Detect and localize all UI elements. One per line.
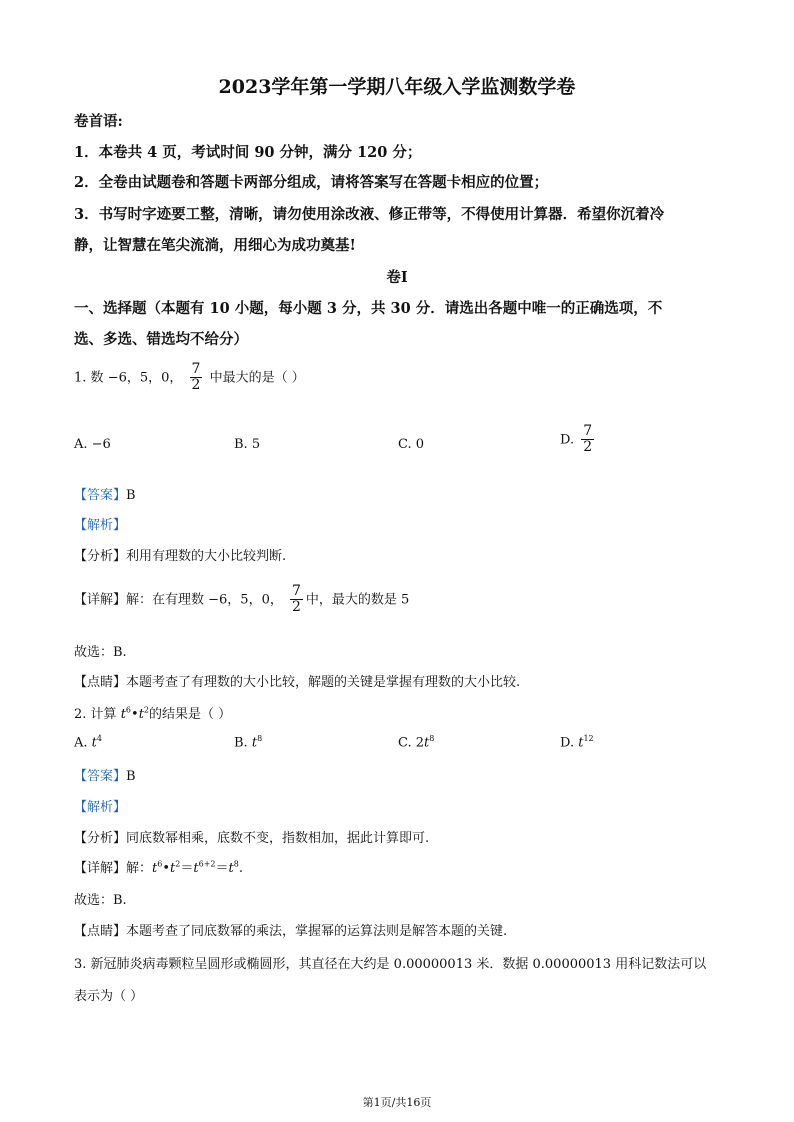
preface-line-4: 静，让智慧在笔尖流淌，用细心为成功奠基! — [74, 237, 356, 254]
q1-guxuan: 故选：B. — [74, 645, 127, 660]
preface-line-1: 1．本卷共 4 页，考试时间 90 分钟，满分 120 分； — [74, 144, 422, 161]
q2-xiangjie: 【详解】解：$t^6•t^2=t^{6+2}=t^8$. — [74, 859, 243, 876]
q2-xj-eq-1: ＝ — [180, 861, 194, 876]
q2-base-1: t — [120, 707, 126, 722]
q2-answer-value: B — [126, 769, 136, 784]
q2-exp-1: 6 — [125, 705, 132, 715]
preface-heading: 卷首语: — [74, 113, 123, 130]
q2-option-b-base: t — [251, 735, 258, 751]
page-footer: 第1页/共16页 — [362, 1096, 432, 1109]
q2-xj-dot: • — [162, 861, 171, 876]
question-3-line-1: 3. 新冠肺炎病毒颗粒呈圆形或椭圆形，其直径在大约是 0.00000013 米．数据 0.00000013 用科记数法可以 — [74, 957, 707, 972]
q1-fenxi-text: 利用有理数的大小比较判断. — [126, 549, 287, 564]
q2-option-c — [398, 734, 434, 750]
q1-answer-tag: 【答案】 — [74, 488, 127, 503]
q1-xiangjie-den: 2 — [292, 599, 301, 616]
q2-dianjing — [74, 920, 507, 939]
q2-prefix: 2. 计算 — [74, 707, 117, 722]
q2-xj-base-1: t — [152, 861, 158, 876]
q1-dianjing-text: 本题考查了有理数的大小比较，解题的关键是掌握有理数的大小比较. — [126, 675, 521, 690]
q2-xiangjie-pre: 解： — [126, 861, 153, 876]
section-heading-line-2: 选、多选、错选均不给分） — [74, 331, 248, 348]
q2-option-d-label: D. — [560, 735, 575, 751]
q2-option-a-label: A. — [74, 735, 88, 751]
q1-answer — [74, 484, 136, 503]
q2-fenxi-tag: 【分析】 — [74, 831, 127, 846]
q2-fenxi — [74, 827, 429, 846]
q1-numbers: −6，5，0， — [107, 370, 183, 386]
q2-option-a-base: t — [91, 735, 97, 751]
q2-base-2: t — [138, 707, 144, 722]
q2-option-b — [234, 734, 262, 750]
preface-line-2: 2．全卷由试题卷和答题卡两部分组成，请将答案写在答题卡相应的位置； — [74, 174, 549, 191]
volume-label: 卷Ⅰ — [386, 269, 408, 286]
q2-xj-eq-2: ＝ — [215, 861, 229, 876]
q2-answer — [74, 765, 136, 784]
q2-option-a — [74, 734, 102, 750]
q2-option-d-base: t — [578, 735, 584, 751]
q1-suffix: 中最大的是（ ） — [209, 370, 305, 386]
q1-analysis-tag: 【解析】 — [74, 518, 127, 533]
question-2 — [74, 703, 231, 722]
q1-xiangjie-tag: 【详解】 — [74, 592, 127, 608]
q2-xj-base-4: t — [228, 861, 234, 876]
q2-option-d — [560, 734, 594, 750]
q2-xj-exp-2: 2 — [175, 859, 181, 869]
q1-xiangjie-pre: 解：在有理数 −6，5，0， — [126, 592, 283, 608]
q2-xiangjie-tag: 【详解】 — [74, 861, 127, 876]
q1-xiangjie-num: 7 — [292, 583, 301, 599]
q1-prefix: 1. 数 — [74, 370, 104, 386]
q2-exp-2: 2 — [143, 705, 150, 715]
q2-xj-base-2: t — [170, 861, 176, 876]
q1-option-d-num: 7 — [583, 423, 593, 439]
page-title: 2023学年第一学期八年级入学监测数学卷 — [218, 76, 576, 98]
q2-suffix: 的结果是（ ） — [149, 707, 232, 722]
q1-option-d-den: 2 — [583, 439, 593, 456]
q1-frac-num: 7 — [191, 361, 201, 377]
q1-fraction — [190, 362, 203, 394]
q1-option-b: B. 5 — [234, 437, 261, 452]
q2-xj-base-3: t — [193, 861, 199, 876]
q2-xj-exp-4: 8 — [233, 859, 239, 869]
q2-option-d-exp: 12 — [583, 734, 594, 743]
q2-option-a-exp: 4 — [96, 734, 102, 743]
q1-fenxi-tag: 【分析】 — [74, 549, 127, 564]
section-heading-line-1: 一、选择题（本题有 10 小题，每小题 3 分，共 30 分．请选出各题中唯一的正确选项，不 — [74, 300, 663, 317]
q2-dot: • — [131, 707, 139, 722]
q2-option-b-label: B. — [234, 735, 248, 751]
q1-dianjing — [74, 671, 520, 690]
question-3-line-2: 表示为（ ） — [74, 989, 144, 1004]
q2-option-c-label: C. 2 — [398, 735, 425, 751]
q1-frac-den: 2 — [191, 377, 201, 394]
q1-xiangjie-post: 中，最大的数是 5 — [305, 592, 410, 608]
q1-option-d-fraction — [581, 424, 594, 456]
q1-option-a: A. −6 — [74, 437, 111, 452]
q2-analysis-tag: 【解析】 — [74, 800, 127, 815]
q2-answer-tag: 【答案】 — [74, 769, 127, 784]
q2-xj-exp-1: 6 — [157, 859, 163, 869]
q2-guxuan: 故选：B. — [74, 893, 127, 908]
question-1 — [74, 362, 305, 394]
preface-line-3: 3．书写时字迹要工整，清晰，请勿使用涂改液、修正带等，不得使用计算器．希望你沉着冷 — [74, 206, 665, 223]
q1-xiangjie-fraction — [290, 584, 303, 616]
q2-option-c-exp: 8 — [429, 734, 435, 743]
q1-option-c: C. 0 — [398, 437, 425, 452]
q2-option-b-exp: 8 — [257, 734, 263, 743]
q1-fenxi — [74, 545, 286, 564]
q1-answer-value: B — [126, 488, 136, 503]
q2-dianjing-tag: 【点睛】 — [74, 924, 127, 939]
q1-option-d — [560, 424, 597, 456]
q2-xj-exp-3: 6+2 — [198, 859, 216, 869]
q2-option-c-base: t — [424, 735, 430, 751]
q2-fenxi-text: 同底数幂相乘，底数不变，指数相加，据此计算即可. — [126, 831, 430, 846]
q1-xiangjie — [74, 584, 409, 616]
q1-dianjing-tag: 【点睛】 — [74, 675, 127, 690]
q2-dianjing-text: 本题考查了同底数幂的乘法，掌握幂的运算法则是解答本题的关键. — [126, 924, 508, 939]
q1-option-d-label: D. — [560, 432, 575, 448]
